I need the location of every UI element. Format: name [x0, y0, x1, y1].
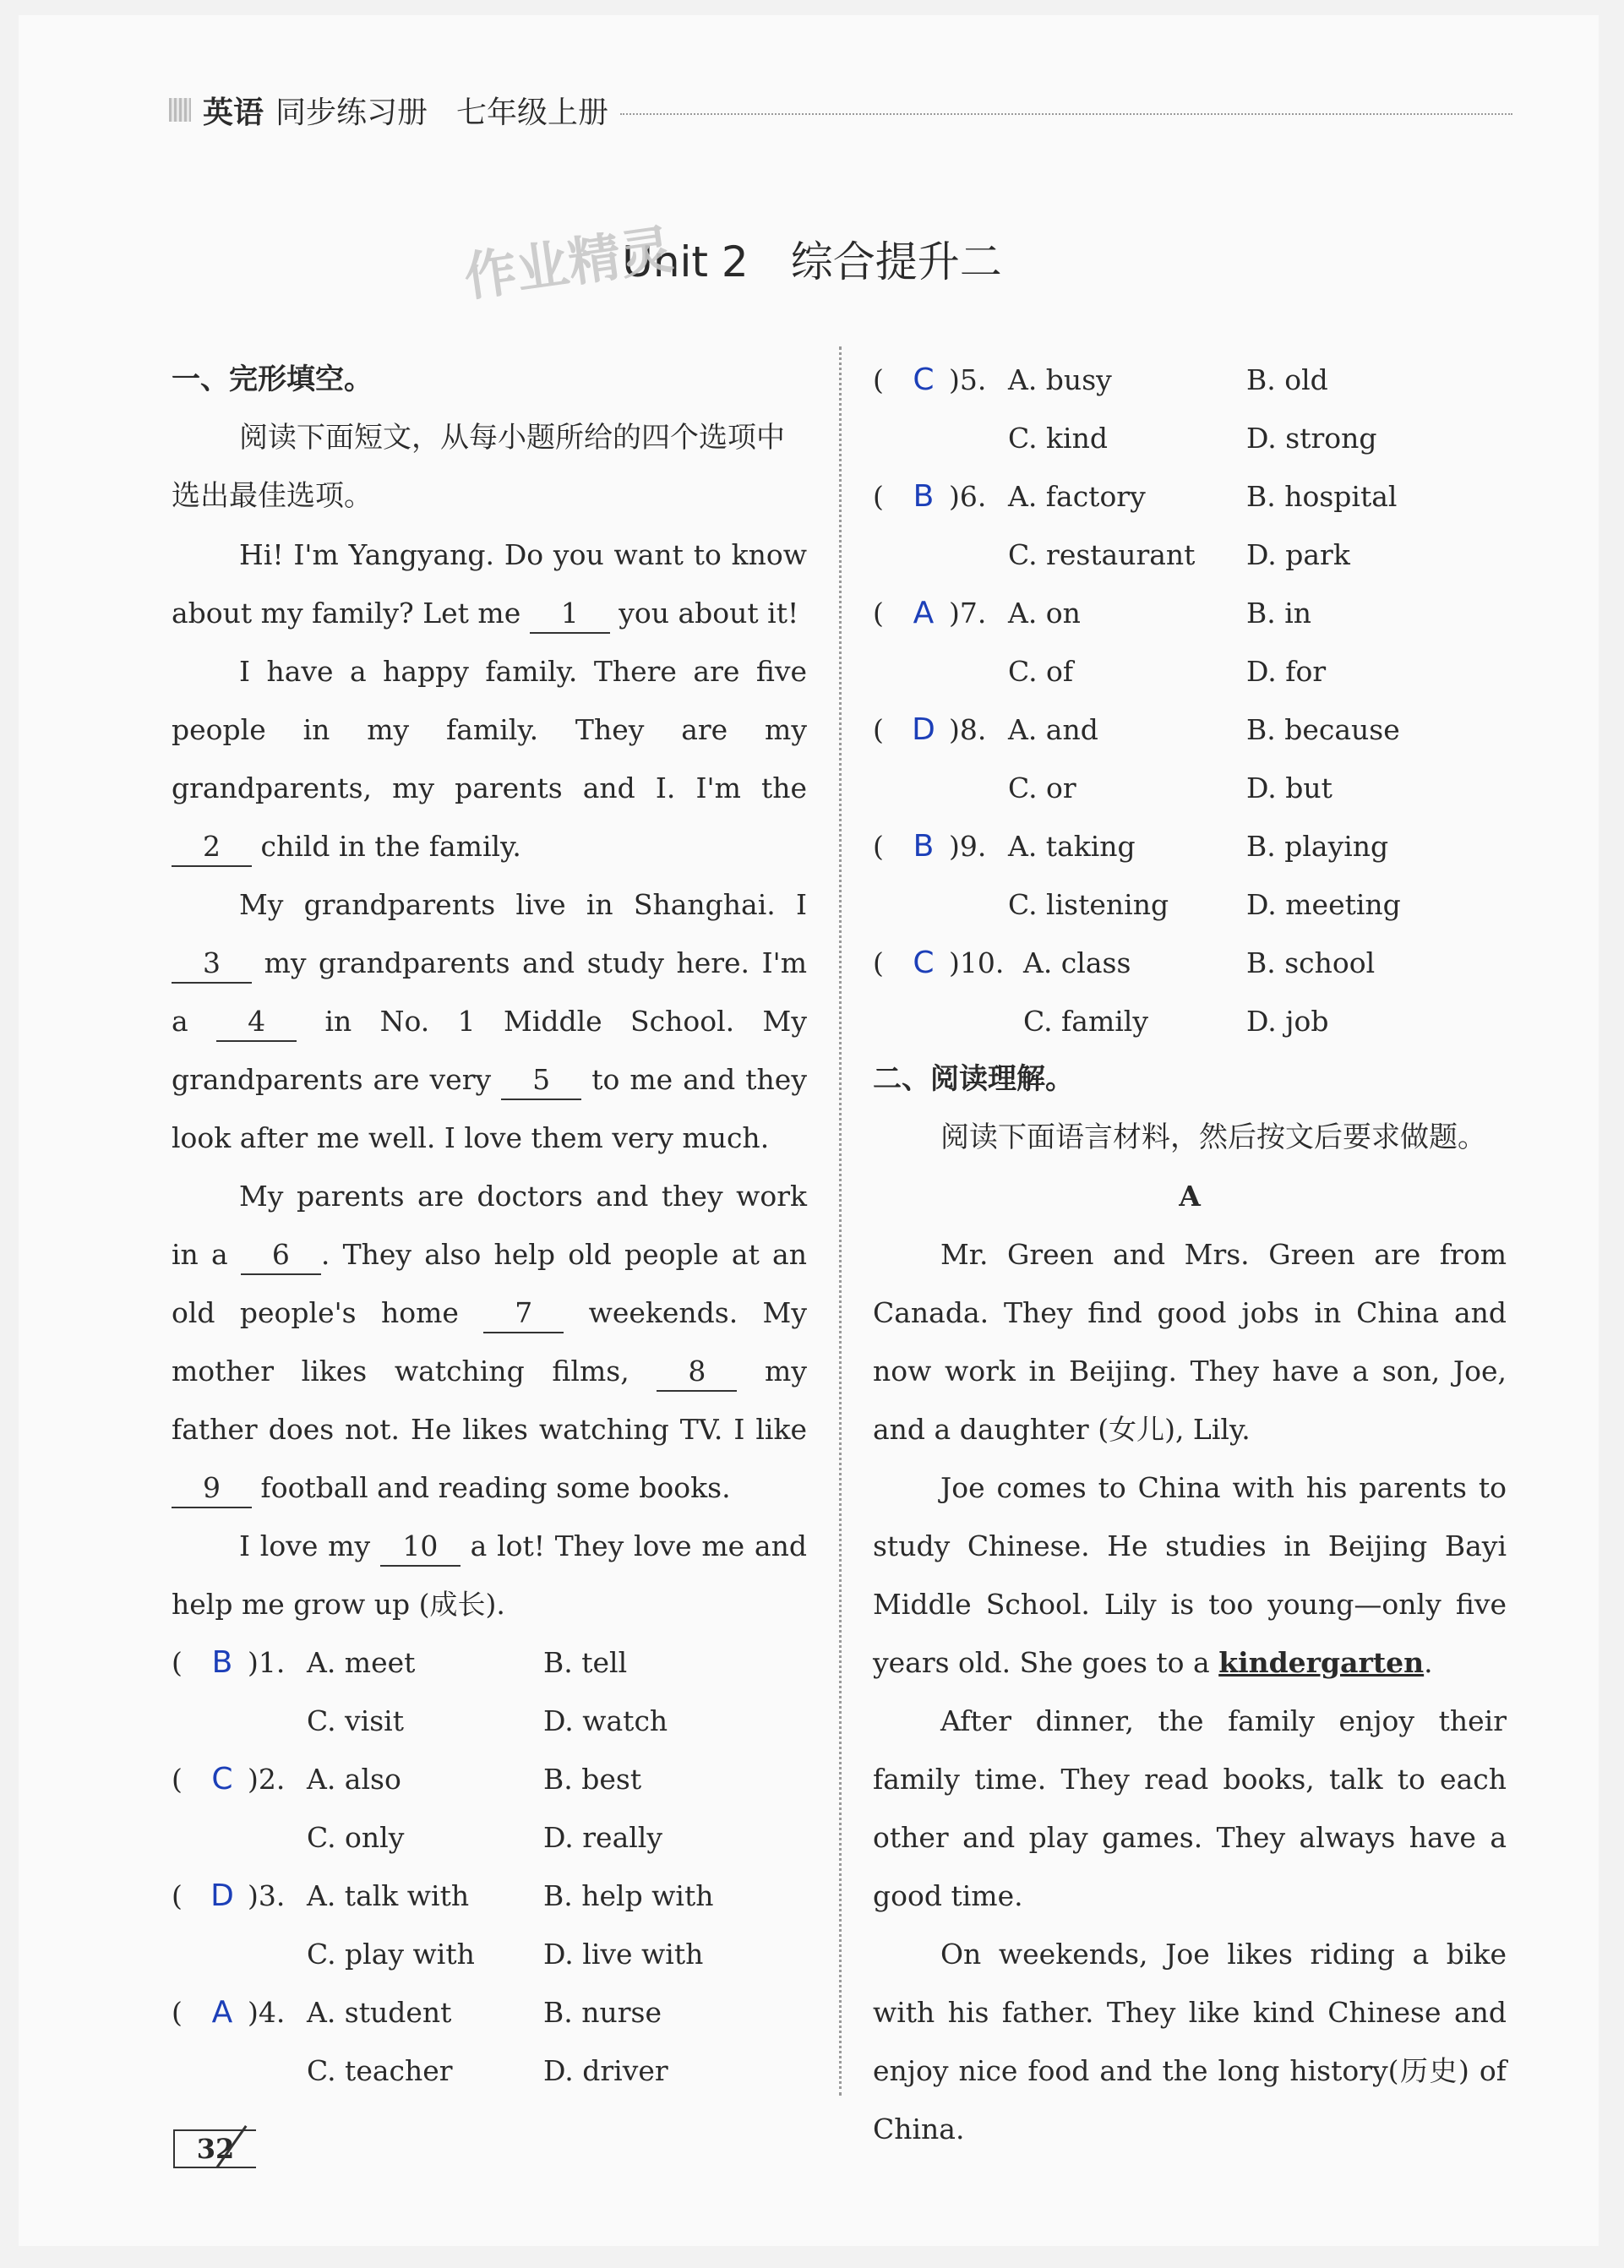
paren: (	[172, 1763, 183, 1796]
option-d: D. driver	[543, 2054, 668, 2087]
section2-heading: 二、阅读理解。	[873, 1062, 1074, 1096]
option-d: D. job	[1246, 1005, 1329, 1038]
option-c: C. only	[307, 1821, 405, 1854]
blank-10: 10	[380, 1528, 460, 1567]
question-4	[172, 1983, 807, 2100]
blank-5: 5	[501, 1061, 581, 1100]
reading-paragraph-4: On weekends, Joe likes riding a bike with his father. They like kind Chinese and enjoy nice food and the long history(历史) of China.	[873, 1938, 1507, 2145]
question-8	[873, 701, 1507, 817]
text: a lot! They love me and help me grow up (成长).	[172, 1529, 807, 1621]
option-a: A. meet	[307, 1646, 416, 1679]
reading-paragraph-3: After dinner, the family enjoy their family time. They read books, talk to each other and play games. They always have a good time.	[873, 1704, 1507, 1912]
option-a: A. student	[307, 1996, 452, 2029]
answer: B	[913, 479, 935, 514]
underlined-word: kindergarten	[1218, 1646, 1425, 1679]
text: weekends. My mother likes watching films,	[172, 1296, 807, 1388]
page-title: Unit 2 综合提升二	[622, 237, 1002, 286]
option-b: B. help with	[543, 1879, 714, 1912]
paren: (	[873, 946, 884, 979]
header-subject: 英语	[203, 95, 264, 130]
header-bar	[169, 98, 191, 122]
option-b: B. nurse	[543, 1996, 662, 2029]
answer: C	[913, 946, 935, 980]
answer: A	[211, 1995, 233, 2030]
blank-4: 4	[216, 1003, 297, 1042]
answer: B	[913, 829, 935, 864]
header-line	[620, 113, 1512, 115]
passage-paragraph-1	[172, 526, 807, 642]
option-b: B. school	[1246, 946, 1376, 979]
header-book: 同步练习册	[275, 95, 428, 130]
option-c: C. visit	[307, 1704, 405, 1737]
option-b: B. old	[1246, 363, 1328, 396]
paren: (	[873, 363, 884, 396]
question-number: )7.	[949, 597, 987, 630]
paren: (	[172, 1879, 183, 1912]
question-number: )5.	[949, 363, 987, 396]
question-2	[172, 1750, 807, 1867]
text: Hi! I'm Yangyang. Do you want to know about my family? Let me	[172, 538, 807, 630]
question-10	[873, 934, 1507, 1050]
question-3	[172, 1867, 807, 1983]
option-d: D. strong	[1246, 422, 1377, 455]
option-d: D. watch	[543, 1704, 668, 1737]
option-c: C. or	[1008, 771, 1076, 804]
option-c: C. teacher	[307, 2054, 453, 2087]
answer: D	[912, 712, 935, 747]
option-a: A. also	[307, 1763, 401, 1796]
section1-heading: 一、完形填空。	[172, 363, 373, 396]
answer: D	[210, 1878, 234, 1913]
option-c: C. of	[1008, 655, 1074, 688]
option-d: D. but	[1246, 771, 1332, 804]
option-a: A. on	[1008, 597, 1081, 630]
text: . They also help old people at an old people's home	[172, 1238, 807, 1329]
option-c: C. family	[1023, 1005, 1148, 1038]
answer: B	[211, 1645, 233, 1680]
passage-paragraph-4	[172, 1167, 807, 1517]
option-c: C. listening	[1008, 888, 1169, 921]
text: I have a happy family. There are five people in my family. They are my grandparents, my parents and I. I'm the	[172, 655, 807, 804]
paren: (	[873, 713, 884, 746]
option-a: A. busy	[1008, 363, 1112, 396]
option-d: D. park	[1246, 538, 1350, 571]
blank-9: 9	[172, 1469, 252, 1508]
paren: (	[873, 480, 884, 513]
blank-2: 2	[172, 828, 252, 867]
text: I love my	[239, 1529, 371, 1562]
answer: A	[913, 596, 935, 630]
question-6	[873, 467, 1507, 584]
option-a: A. factory	[1008, 480, 1146, 513]
question-number: )10.	[949, 946, 1005, 979]
page-number: 32	[173, 2129, 256, 2168]
right-column	[873, 351, 1507, 2158]
question-number: )4.	[248, 1996, 286, 2029]
paren: (	[172, 1996, 183, 2029]
column-divider	[839, 346, 842, 2096]
paren: (	[873, 830, 884, 863]
option-d: D. live with	[543, 1938, 704, 1971]
question-number: )1.	[248, 1646, 286, 1679]
question-number: )2.	[248, 1763, 286, 1796]
option-d: D. for	[1246, 655, 1327, 688]
option-d: D. meeting	[1246, 888, 1401, 921]
blank-6: 6	[241, 1236, 321, 1275]
text: .	[1424, 1646, 1433, 1679]
text: to me and they look after me well. I love them very much.	[172, 1063, 807, 1154]
text: My parents are doctors and they work in a	[172, 1180, 807, 1271]
option-c: C. restaurant	[1008, 538, 1196, 571]
blank-3: 3	[172, 945, 252, 984]
option-a: A. talk with	[307, 1879, 470, 1912]
text: My grandparents live in Shanghai. I	[239, 888, 807, 921]
option-b: B. in	[1246, 597, 1312, 630]
text: my father does not. He likes watching TV. I like	[172, 1355, 807, 1446]
option-a: A. taking	[1008, 830, 1136, 863]
left-column	[172, 351, 807, 2100]
question-number: )6.	[949, 480, 987, 513]
section1-instruction: 阅读下面短文，从每小题所给的四个选项中选出最佳选项。	[172, 421, 785, 513]
passage-paragraph-2	[172, 642, 807, 875]
option-c: C. play with	[307, 1938, 475, 1971]
question-number: )3.	[248, 1879, 286, 1912]
answer: C	[211, 1762, 233, 1796]
passage-label: A	[1179, 1180, 1201, 1213]
answer: C	[913, 363, 935, 397]
option-b: B. playing	[1246, 830, 1389, 863]
blank-1: 1	[530, 595, 610, 634]
passage-paragraph-3	[172, 875, 807, 1167]
text: my grandparents and study here. I'm a	[172, 946, 807, 1038]
question-5	[873, 351, 1507, 467]
question-number: )9.	[949, 830, 987, 863]
text: you about it!	[619, 597, 799, 630]
reading-paragraph-2	[873, 1458, 1507, 1692]
page-header	[169, 89, 1512, 131]
question-1	[172, 1633, 807, 1750]
text: Joe comes to China with his parents to study Chinese. He studies in Beijing Bayi Middle School. Lily is too young—only five years old. She goes to a	[873, 1471, 1507, 1679]
paren: (	[172, 1646, 183, 1679]
option-b: B. because	[1246, 713, 1400, 746]
option-b: B. tell	[543, 1646, 628, 1679]
option-b: B. best	[543, 1763, 642, 1796]
option-d: D. really	[543, 1821, 662, 1854]
question-7	[873, 584, 1507, 701]
blank-8: 8	[657, 1353, 737, 1392]
question-number: )8.	[949, 713, 987, 746]
text: in No. 1 Middle School. My grandparents are very	[172, 1005, 807, 1096]
question-9	[873, 817, 1507, 934]
text: football and reading some books.	[260, 1471, 731, 1504]
passage-paragraph-5	[172, 1517, 807, 1633]
blank-7: 7	[483, 1295, 564, 1333]
paren: (	[873, 597, 884, 630]
watermark: 作业精灵	[460, 218, 677, 308]
text: child in the family.	[260, 830, 521, 863]
option-a: A. and	[1008, 713, 1098, 746]
section2-instruction: 阅读下面语言材料，然后按文后要求做题。	[940, 1120, 1486, 1154]
header-grade: 七年级上册	[456, 95, 609, 130]
reading-paragraph-1: Mr. Green and Mrs. Green are from Canada. They find good jobs in China and now work in Beijing. They have a son, Joe, and a daughter (女儿), Lily.	[873, 1238, 1507, 1446]
option-a: A. class	[1023, 946, 1131, 979]
option-b: B. hospital	[1246, 480, 1398, 513]
option-c: C. kind	[1008, 422, 1108, 455]
